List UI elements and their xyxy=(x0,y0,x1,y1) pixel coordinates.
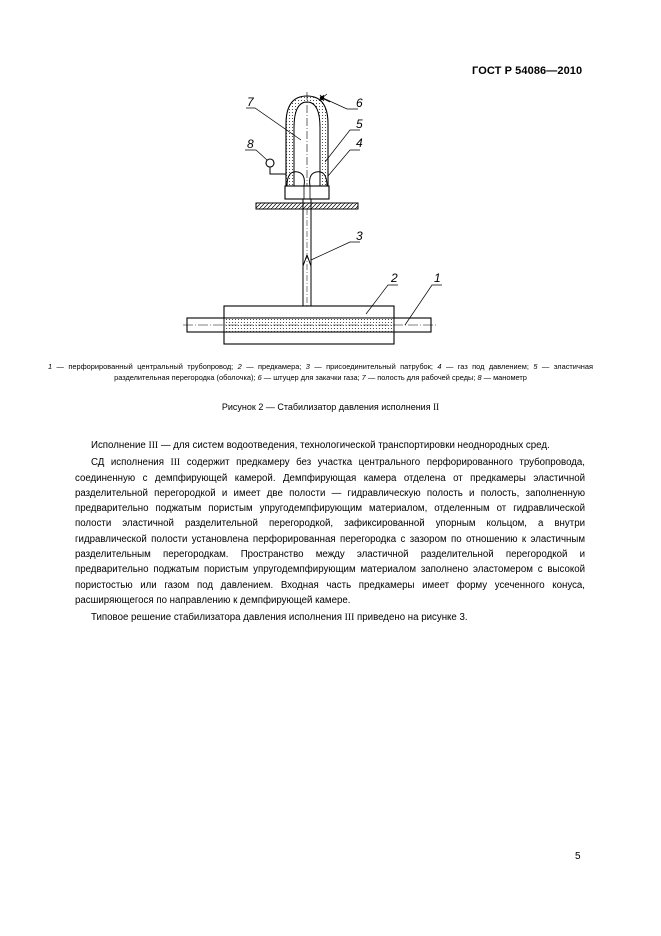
figure-caption: Рисунок 2 — Стабилизатор давления исполнения II xyxy=(221,402,440,412)
callout-3: 3 xyxy=(356,229,363,243)
paragraph-1: Исполнение III — для систем водоотведения, технологической транспортировки неоднородных сред. xyxy=(91,440,550,451)
callout-7: 7 xyxy=(247,95,254,109)
chamber-base xyxy=(285,186,329,199)
mounting-flange xyxy=(256,203,358,209)
figure-2-diagram xyxy=(180,88,450,350)
callout-5: 5 xyxy=(356,117,363,131)
page-number: 5 xyxy=(575,851,581,862)
paragraph-3: Типовое решение стабилизатора давления исполнения III приведено на рисунке 3. xyxy=(91,612,468,624)
manometer xyxy=(266,159,274,167)
callout-6: 6 xyxy=(356,96,363,110)
body-text xyxy=(75,438,585,628)
callout-4: 4 xyxy=(356,136,363,150)
callout-1: 1 xyxy=(434,271,441,285)
figure-legend: 1 — перфорированный центральный трубопровод; 2 — предкамера; 3 — присоединительный патрубок; 4 — газ под давлением; 5 — эластичная разделительная перегородка (оболочка); 6 — штуцер для закачки газа; 7 — полость для рабочей среды; 8 — манометр xyxy=(48,362,593,382)
document-header: ГОСТ Р 54086—2010 xyxy=(472,65,583,77)
callout-2: 2 xyxy=(391,271,398,285)
paragraph-2: СД исполнения III содержит предкамеру без участка центрального перфорированного трубопровода, соединенную с демпфирующей камерой. Демпфирующая камера отделена от предкамеры эластичной разделительной перегородкой и имеет две полости — гидравлическую полость и полость, заполненную предварительно поджатым пористым упругодемпфирующим материалом, отделенным от гидравлической полости эластичной разделительной перегородкой, зафиксированной упорным кольцом, а внутри гидравлической полости установлена перфорированная перегородка с зазором по отношению к эластичным разделительным перегородкам. Пространство между эластичной разделительной перегородкой и предварительно поджатым пористым упругодемпфирующим материалом заполнено эластомером с высокой пористостью или газом под давлением. Входная часть предкамеры имеет форму усеченного конуса, расширяющегося по направлению к демпфирующей камере. xyxy=(75,457,585,606)
callout-8: 8 xyxy=(247,137,254,151)
